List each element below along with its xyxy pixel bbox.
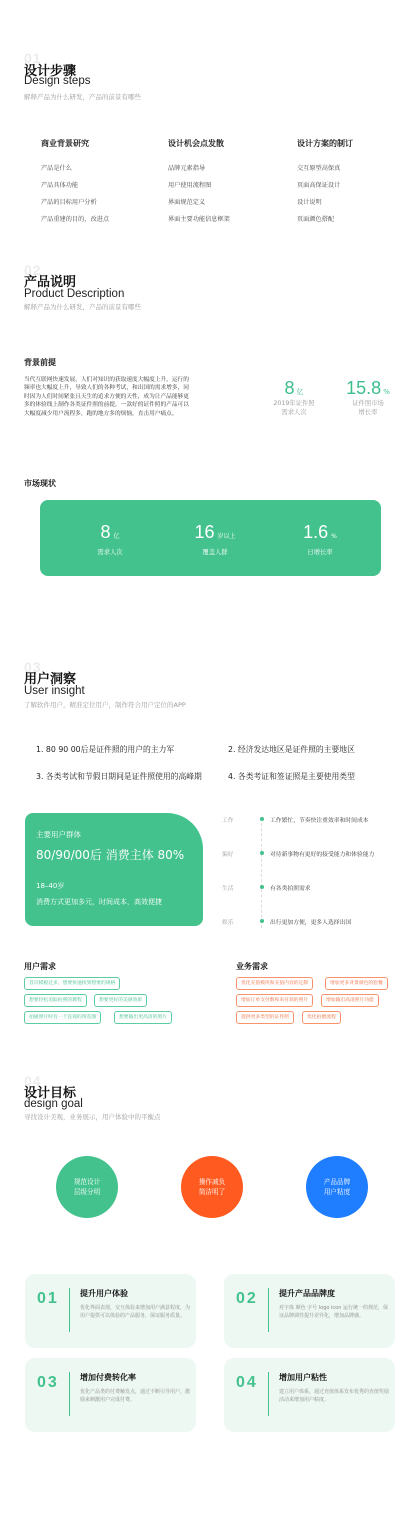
goal-card-number: 01 [37, 1290, 59, 1307]
insight-point: 2. 经济发达地区是证件照的主要地区 [228, 745, 355, 754]
section-number: 03 [24, 659, 42, 675]
market-stat-demand [65, 522, 155, 556]
timeline-dot [260, 919, 264, 923]
business-need-tag: 增加更多背景颜色的套餐 [325, 977, 388, 990]
step-heading: 商业背景研究 [41, 139, 89, 148]
timeline-row [222, 815, 402, 825]
stat-demand [262, 378, 326, 417]
section-description: 解释产品为什么研发，产品的前景有哪些 [24, 303, 141, 311]
timeline-value: 工作繁忙，节奏快注重效率和时间成本 [270, 818, 369, 824]
business-need-tag: 提供更多类型的证件照 [236, 1011, 294, 1024]
goal-card [25, 1358, 196, 1432]
stat-label: 增长率 [358, 409, 378, 416]
goal-card [224, 1274, 395, 1348]
paragraph-line: 频率也大幅度上升，导致人们的各种考试，和出国的需求增多，同 [24, 385, 189, 392]
step-item: 产品的目标用户分析 [41, 199, 97, 206]
goal-card-description: 建立用户体系，通过充值体系发布优秀的充值奖励活动来增加用户粘度。 [279, 1389, 390, 1403]
section-subtitle-en: Design steps [24, 75, 91, 87]
section-title: 设计目标 [24, 1086, 77, 1101]
user-need-tag: 想要更好的美颜效果 [94, 994, 147, 1007]
goal-circle-line: 规范设计 [73, 1178, 101, 1186]
section-description: 寻找设计美观，业务展示，用户体验中的平衡点 [24, 1113, 161, 1121]
step-heading: 设计机会点发散 [168, 139, 224, 148]
goal-card-number: 03 [37, 1374, 59, 1391]
user-needs-heading: 用户需求 [24, 962, 56, 971]
step-item: 用户使用流程图 [168, 182, 212, 189]
step-heading: 设计方案的制订 [297, 139, 353, 148]
stat-label: 证件照市场 [352, 400, 384, 407]
timeline-key: 娱乐 [222, 920, 234, 926]
market-label: 需求人次 [97, 549, 123, 556]
step-item: 界面规范定义 [168, 199, 206, 206]
step-item: 品牌元素指导 [168, 165, 206, 172]
step-item: 界面主要功能信息框架 [168, 216, 230, 223]
stat-value: 15.8 [346, 378, 382, 398]
market-unit: 岁以上 [217, 533, 236, 540]
section-subtitle-en: User insight [24, 685, 85, 697]
background-paragraph [24, 376, 250, 418]
paragraph-line: 当代互联网快速发展，人们对知识的获取速度大幅度上升，运行的 [24, 377, 189, 383]
market-unit: 亿 [113, 533, 120, 540]
goal-card-description: 优化产品类的付费触发点，通过不断引导用户，激励来刺激用户完成付费。 [80, 1389, 191, 1403]
goal-circle-brand [306, 1156, 368, 1218]
timeline-line [261, 818, 262, 928]
goal-circle-simplify [181, 1156, 243, 1218]
market-value: 1.6 [303, 522, 329, 542]
business-need-tag: 优化拍摄流程 [302, 1011, 341, 1024]
goal-circle-standard [56, 1156, 118, 1218]
timeline-dot [260, 885, 264, 889]
timeline-key: 工作 [222, 818, 234, 824]
section-title: 用户洞察 [24, 672, 77, 687]
user-group-card [25, 813, 203, 926]
market-value: 16 [194, 522, 215, 542]
market-label: 覆盖人群 [202, 549, 228, 556]
step-item: 产品具体功能 [41, 182, 79, 189]
market-value: 8 [100, 522, 111, 542]
user-group-age: 18–40岁 [36, 882, 65, 890]
timeline-key: 生活 [222, 886, 234, 892]
goal-card-divider [69, 1372, 70, 1416]
goal-card-description: 优化界面表现，交互体验来增加用户满意程度，为用户提供可以体验的产品服务，保证服务质量。 [80, 1305, 191, 1319]
market-unit: % [331, 533, 337, 540]
goal-circle-line: 用户粘度 [323, 1188, 351, 1196]
timeline-value: 有各类拍照需求 [270, 886, 311, 892]
section-description: 了解软件用户，精准定位用户，制作符合用户定位的APP [24, 701, 186, 709]
section-number: 02 [24, 262, 42, 278]
timeline-value: 对待新事物有更好的接受能力和体验能力 [270, 852, 375, 858]
goal-card-divider [268, 1372, 269, 1416]
paragraph-line: 大幅度减少用户流程多，跑的地方多的烦恼，直击用户痛点。 [24, 410, 178, 417]
goal-circle-line: 操作减负 [198, 1178, 226, 1186]
insight-point: 3. 各类考试和节假日期间是证件照使用的高峰期 [36, 772, 202, 781]
business-need-tag: 增加输出高清照片功能 [321, 994, 379, 1007]
paragraph-line: 时因为人们时间紧张且天生的追求方便的天性，成为让产品能够更 [24, 393, 189, 400]
user-need-tag: 想要输出更高清的照片 [114, 1011, 172, 1024]
section-number: 01 [24, 50, 42, 66]
step-item: 产品是什么 [41, 165, 72, 172]
market-label: 日增长率 [307, 549, 333, 556]
stat-unit: % [383, 388, 390, 396]
step-item: 页面高保证设计 [297, 182, 341, 189]
market-heading: 市场现状 [24, 479, 56, 488]
timeline-row [222, 883, 402, 893]
business-need-tag: 增加订单支付数和来付款的照片 [236, 994, 313, 1007]
goal-circle-line: 层级分明 [73, 1188, 101, 1196]
background-heading: 背景前提 [24, 358, 56, 367]
step-item: 产品重建的目的、改进点 [41, 216, 110, 223]
goal-card-title: 增加用户粘性 [279, 1373, 327, 1382]
paragraph-line: 多的体验线上制作各类证件照的前提，一款好的证件照的产品可以 [24, 402, 189, 409]
market-stat-coverage [170, 522, 260, 556]
timeline-dot [260, 817, 264, 821]
user-need-tag: 拍通照片时有一个直观的预览图 [24, 1011, 101, 1024]
goal-card [25, 1274, 196, 1348]
step-column-business [41, 138, 161, 231]
timeline-row [222, 849, 402, 859]
step-item: 页面颜色搭配 [297, 216, 335, 223]
user-group-title: 主要用户群体 [36, 830, 81, 839]
business-needs-heading: 业务需求 [236, 962, 268, 971]
timeline-value: 出行更加方便，更多人选择出国 [270, 920, 352, 926]
section-subtitle-en: Product Description [24, 288, 125, 300]
business-need-tag: 优化充值模块和充值内容的定制 [236, 977, 313, 990]
timeline-key: 偏好 [222, 852, 234, 858]
stat-label: 需求人次 [281, 409, 307, 416]
insight-point: 1. 80 90 00后是证件照的用户的主力军 [36, 745, 175, 754]
stat-unit: 亿 [296, 388, 304, 396]
user-need-tag: 想要轻松追踪拍照的教程 [24, 994, 87, 1007]
stat-growth [336, 378, 400, 417]
section-description: 解释产品为什么研发，产品的前景有哪些 [24, 93, 141, 101]
goal-card-title: 提升用户体验 [80, 1289, 128, 1298]
market-stat-daily-growth [275, 522, 365, 556]
timeline-dot [260, 851, 264, 855]
goal-card-number: 02 [236, 1290, 258, 1307]
goal-circle-line: 产品品牌 [323, 1178, 351, 1186]
section-subtitle-en: design goal [24, 1098, 83, 1110]
stat-value: 8 [284, 378, 295, 398]
goal-card-number: 04 [236, 1374, 258, 1391]
goal-card-divider [69, 1288, 70, 1332]
section-number: 04 [24, 1073, 42, 1089]
user-group-headline: 80/90/00后 消费主体 80% [36, 848, 185, 862]
step-item: 交互原型高保真 [297, 165, 341, 172]
goal-card-title: 提升产品品牌度 [279, 1289, 335, 1298]
section-title: 设计步骤 [24, 64, 77, 79]
user-group-description: 消费方式更加多元，时间成本，高效便捷 [36, 898, 162, 906]
step-item: 设计说明 [297, 199, 322, 206]
stat-label: 2019年证件照 [273, 400, 315, 407]
timeline-row [222, 917, 402, 927]
goal-circle-line: 简洁明了 [198, 1188, 226, 1196]
step-column-plan [297, 138, 417, 231]
section-title: 产品说明 [24, 275, 77, 290]
user-need-tag: 首页模板过多，想要快速找到想要的规格 [24, 977, 120, 990]
insight-point: 4. 各类考证和签证照是主要使用类型 [228, 772, 355, 781]
goal-card [224, 1358, 395, 1432]
step-column-opportunity [168, 138, 288, 231]
goal-card-description: 对字体 颜色 字号 logo icon 运行统一的规范，保证品牌调性提升差异化，增加品牌感。 [279, 1305, 388, 1319]
goal-card-divider [268, 1288, 269, 1332]
goal-card-title: 增加付费转化率 [80, 1373, 136, 1382]
